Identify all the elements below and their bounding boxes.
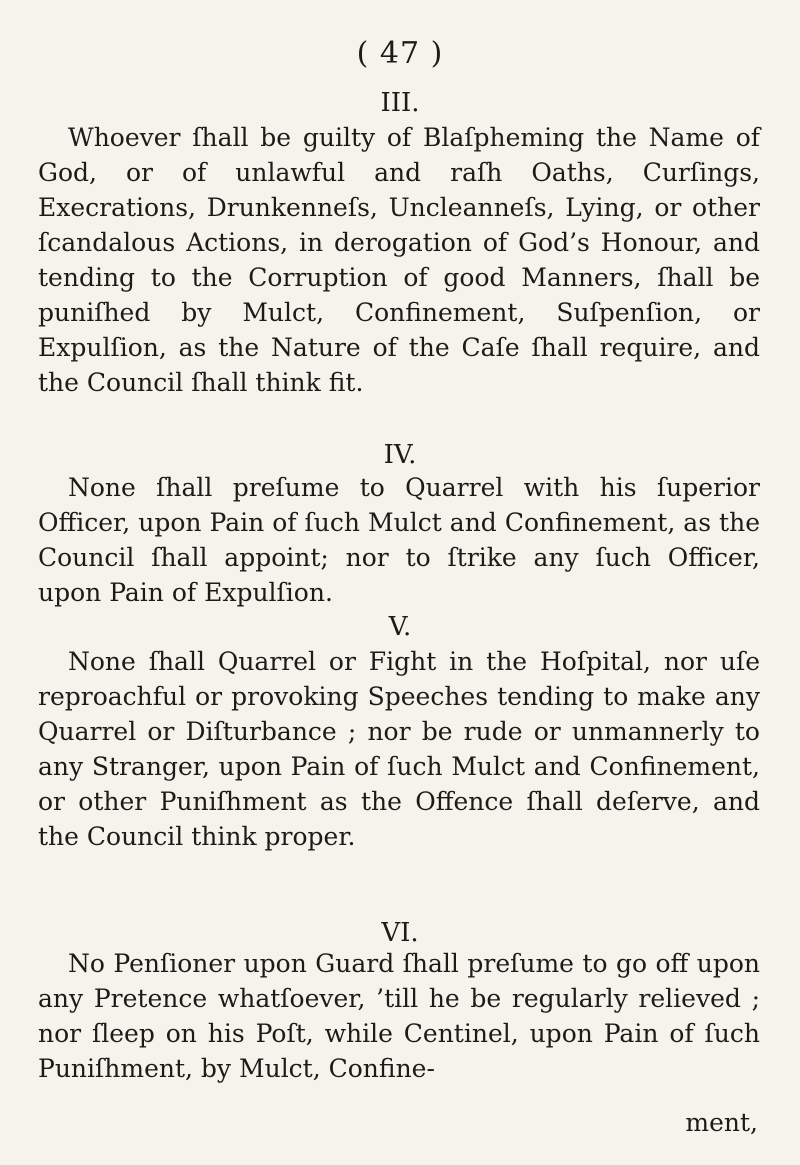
catchword: ment, xyxy=(685,1108,758,1137)
article-text-iii xyxy=(38,120,760,400)
article-paragraph: No Penſioner upon Guard ſhall preſume to go off upon any Pretence whatſoever, ’till he be regularly relieved ; nor ſleep on his Poſt, while Centinel, upon Pain of ſuch Puniſhment, by Mulct, Confine- xyxy=(38,949,760,1083)
article-text-iv xyxy=(38,470,760,610)
article-paragraph: None ſhall Quarrel or Fight in the Hoſpital, nor uſe reproachful or provoking Speeches tending to make any Quarrel or Diſturbance ; nor be rude or unmannerly to any Stranger, upon Pain of ſuch Mulct and Confinement, or other Puniſhment as the Offence ſhall deſerve, and the Council think proper. xyxy=(38,647,760,851)
article-paragraph: None ſhall preſume to Quarrel with his ſuperior Officer, upon Pain of ſuch Mulct and Confinement, as the Council ſhall appoint; nor to ſtrike any ſuch Officer, upon Pain of Expulſion. xyxy=(38,473,760,607)
article-text-v xyxy=(38,644,760,854)
article-text-vi xyxy=(38,946,760,1086)
page-number: ( 47 ) xyxy=(356,36,444,71)
article-heading-v: V. xyxy=(388,612,412,642)
article-paragraph: Whoever ſhall be guilty of Blaſpheming the Name of God, or of unlawful and raſh Oaths, Curſings, Execrations, Drunkenneſs, Uncleanneſs, Lying, or other ſcandalous Actions, in derogation of God’s Honour, and tending to the Corruption of good Manners, ſhall be puniſhed by Mulct, Confinement, Suſpenſion, or Expulſion, as the Nature of the Caſe ſhall require, and the Council ſhall think fit. xyxy=(38,123,760,397)
article-heading-iii: III. xyxy=(380,88,420,118)
article-heading-iv: IV. xyxy=(383,440,417,470)
article-heading-vi: VI. xyxy=(381,918,419,948)
